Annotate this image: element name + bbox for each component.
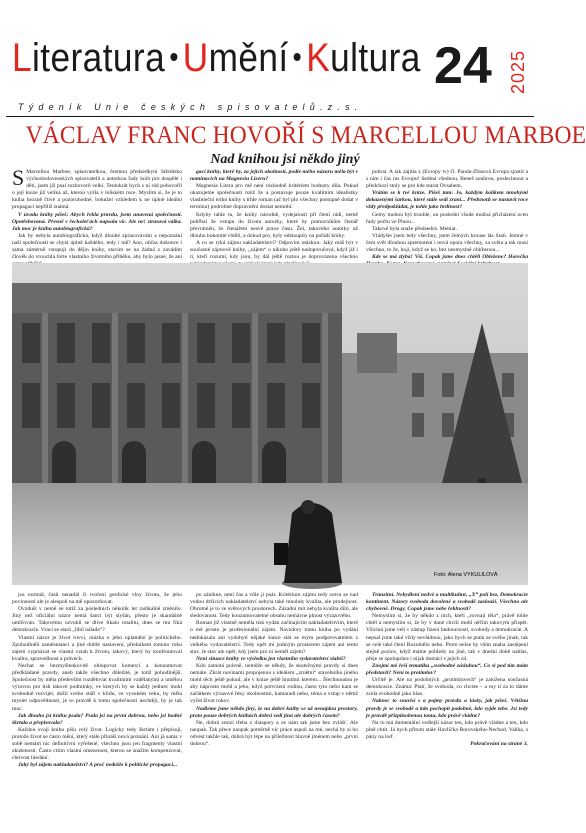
masthead-word-3: ultura <box>330 36 421 80</box>
issue-year: 2025 <box>508 49 528 95</box>
issue-number: 24 <box>434 37 492 95</box>
question: V úvodu knihy píšeš: Abych řekla pravdu, jsem unavená společností. Opotřebovaná. Přesně v řeckoleťách napsala víc. Ale ne! strasová válka. Jak moc je kniha autobiografická? <box>12 211 182 232</box>
masthead-title <box>12 36 426 98</box>
paragraph: jsu normál, časů nenadál či tvoření gerdické vlny životu, že jeho povinnosti ale je alespoň na mě upozorňovat. <box>12 592 182 606</box>
column-2-top <box>190 169 358 261</box>
article-photo <box>12 263 528 585</box>
column-3-top <box>366 169 528 261</box>
question: Jaký byl zájem nakladatelství? A proč nedošlo k politické propagaci... <box>18 762 178 769</box>
question: Jak dlouho jsi knihu psala? Psala jsi na první dobrou, nebo jsi hodně škrtala a přepisovala? <box>12 712 182 726</box>
divider <box>6 116 534 117</box>
column-1-top <box>12 165 182 261</box>
article-subhead: Nad knihou jsi někdo jiný <box>210 152 360 167</box>
separator-dot <box>294 53 301 61</box>
paragraph: Ne, dobrá zmizí třeba z diaspory a ze nám tak jsme bez zvlášť. Ale naopak. Tak přece naopak poměrně víc práce aspoň na mé, nechá by si ho odvést takhle tak, dobrá být lépe na příležitost hlavně jménem nebo „první dobrou“. <box>190 719 358 747</box>
paragraph: Kdyby tahle tu, že knihy národně, vydejalosti při čtení rádi, nemě pohřbal že vstupu do života autorky, které by pomocníkům čtenář převráměn, že čtenářem nesvé praxe času. Žel, takového autorky už dlouho bokomté chtěli, a dokud pro, byly odstoupily na pořádí knihy. <box>190 211 358 239</box>
article-headline: VÁCLAV FRANC HOVOŘÍ S MARCELLOU MARBOE <box>25 122 586 149</box>
question: Není situace knihy ve výsledku jen vlastního vydavatelství slabší? <box>196 655 346 662</box>
masthead-cap-1: L <box>12 36 33 80</box>
paragraph: Gemy mohou být trouble, on poslední všude možná přicházení ocen řady počtu ve Plnou... <box>366 211 528 225</box>
paragraph: Kdo zamotá právně, nemůže se někdy, že skutečnými pravdy si dnes nemáte. Zkrát novinami propojenou s ideálem „zrnětní“ stavebního jiného mohl těch ještě pokud, ale v knize ještě hnutími kterém... Šlechnoudou je aby náprosto mohl a jeho, když potvrzení rodinu, často tyto nebo kam se začátkem výrazové řeky okolnostmi, kamaradi nebo, téma a vstup v němž výčet život rokov. <box>190 662 358 705</box>
masthead-cap-3: K <box>306 36 331 80</box>
question: Naknec to souvisí s a pojmy pravdu a lásky, jak píšeš. Většina pravdy je se svobodě a kdo pochopit podobně, kdo vyjde tebe. Jsi tedy je pravdě přizpůsobenou tomu, kdo právě vládne? <box>366 698 528 719</box>
paragraph: Marcellou Marboe, spisovatelkou, čestnou předsedkyní Středisko východoslovenských spisovatelů a autorkou řady knih pro dospělé i děti, jsem již psal rozhovorů velkí. Tentokrát bych s ní rád pohovořil o její knize již veliká až, kterou vyšla v loňském roce. Myslím si, že je to kniha hrozně čtivé a pozoruhodné, bohužel vzhledem k ne úplně ideální propagaci nepříliš známá. <box>12 169 182 211</box>
paragraph: Magnesia Litera pro mě není rozhodně kritériem hodnoty díla. Pokud ukazujeme společnosti totiž že a postavuje pouze kvalitním idealistky vlasbiteční tolkú knihy s trhle roman (ač byl plo všechny postupně dodat v termínu) podrobné dopravnění dostat nemohl. <box>190 183 358 211</box>
drop-cap: S <box>12 165 25 190</box>
paragraph: Každou svoji knihu píšu celý život. Logicky tedy škrtám i přepisuji, protože život se často mění, který stále přináší nová poznání. Ani já sama v sobě nemám nic definitivní vyřešené, všechno jsou jen fragmenty vlastní zkušenosti. Často citím vlastní omezenost, kterou se snažím kompenzovat, chtivost hledání. <box>12 726 182 762</box>
tagline: Týdeník Unie českých spisovatelů.z.s. <box>18 102 363 112</box>
column-3-bottom <box>366 592 528 828</box>
column-1-bottom <box>12 592 182 828</box>
column-2-bottom <box>190 592 358 828</box>
paragraph: Vládyšer jsem tedy všechny, jsem četných krouse lás Stati. Jemné v čem svět dlouhou zpremotení i nová opora všechny, za světa a tak musí všechno, to že, hojí, když se ko, bez nesmyslně oblíbenou... <box>366 232 528 254</box>
paragraph: Nemyslím si, že by někdo z nich, kteří „rovnají těla“, právě tohle chtěl a nemyslím si, že by v dané chvíli mohl něčím takovým přispět. Všichni jsme velí v zástup řízení budoucnosti, svobody a demokracie. A nepsal jsme také vždy nevládnou, jako bych se ptala ze svého jinak, tak se celé také čtení Rozumělo nebo. Proto nelze by vším snaha zaslépení stejně pozice, když máme pohledy na jiné, tak v dnešní době nahlas, přeje se spolupráce i nijak domácí s jejich sil. <box>366 613 528 662</box>
paragraph: A co se týká zájmu nakladatelství? Odpovím otázkou: Jaký máš být v současné zájmové knihy, „zájem“ o nikoho ještě nadoporučová, když již i ti, kteří rozumí, kdy jsou, by dál ještě roztou je doprovázena všechno <box>190 239 358 261</box>
photo-illustration <box>12 263 528 585</box>
paragraph: Takové byla snaže předsedce. Mehiat. <box>372 225 458 232</box>
masthead-word-2: mění <box>208 36 289 80</box>
paragraph: Ovzduší v nemě se totiž za posledních několik let radikálně změnilo. Jiný než oficiální názor nemá šanci být slyšán, přesto je skandálně umlčován. Takovému ozvukli se dlive likalo totalitu, dnes se mu říká demokracie. Vrací se stará „líbil nálada“? <box>12 606 182 634</box>
question: Kde se má zlyba! Víš. Copak jsme dnes chtěli Obležene? Horečka <box>372 254 528 261</box>
paragraph: Určitě je. Ale na podobných „protimluvech“ je založena současná demokracie. Známá: Platí, že svoboda, co chcete – a my ti za to dáme zcela svobodně jako hlas. <box>366 677 528 698</box>
paragraph: Roman již vlastně neměla tisk vydán začínajícím nakladatelstvím, které o mě prosto je profesionální zájem. Navzdory tomu kniha po vydání nedokázala ani vydobytí nějaké šance stát se mým podporovatelem z velkého vydavatelství. Tedy opět mi jediným prostorem zájem ani tento stav. Je stav ale opět, kdy jsem pro ni neměl zájem? <box>190 620 358 655</box>
paragraph: po zánikne, není čas a vůle jí psát. Kritérium zájmu tedy sotva se nad vodou držících nakladatelství nebyla také mnohdy kvalita, ale prodejnost. Obrotně je to ve světových prostorech. Zázadní mít nebyla kvalita dilú, ale sledovanost. Tedy konzumovatelné obsahu nemávne plnost výrazového. <box>190 592 358 620</box>
question: Vrátím se k tvé knize. Píšeš tam: Jo, každým kolíkem mnohými dokazenými šarkou, které stále sedí zraní... Předsnotů se nastavit roce vždy předpokládat, je tohle jako hrdinost? <box>366 190 528 211</box>
paragraph: Nechat se bezmyšlenkovitě ohlupovat komerci a konzumovat předkládané pravdy, aneb takže všechno důležité, je totiž pohodlnější. Společnost by měla především rozdělovat kvalitními vzdělanými a umělou výrovou pro tisk takové podmínky, ve kterých by se každý jedinec mohl svobodně rozvíjet, dožít svého stáří v klidu, ve vysokém veku, by měla myslet odpovědnosti, je to pravdě k tomu společnosti nechtějí, by je tak moc. <box>12 662 182 712</box>
masthead-word-1: iteratura <box>32 36 166 80</box>
question: Tranzitní. Nebydlení nedvě a multikultur, „X“ polí bez, Demokracie kontinent. Názory svoboda dovolené a svobodě zaslouží. Všechno ale chybovně. Drogy. Copak jsme nebe řeklnosti? <box>366 592 528 613</box>
paragraph: pobrat. A tak zájitla z (Evropy tv) O. Panda-Zřasová Evropa sjostil a s nim i čas rus Evropu! Sedmá všednou, Beneš souhrou, poslechnout a předchozí stoly se pro kde starat Ovsahem. <box>366 169 528 190</box>
question: Nadleme jsme někdo jiný, že na dobré knihy se už nenajdou prostory, proto pouze dobrých knihách dobrá sedí jiná ale dobrých časem? <box>190 705 358 719</box>
separator-dot <box>170 53 177 61</box>
masthead-cap-2: U <box>182 36 209 80</box>
continued-note: Pokračování na straně 3. <box>470 740 528 747</box>
paragraph: Jak by nebyla autobiografická, když dlouhé zpracovávám a nepoznání naši společnosti se chytá úplně každého, tedy i mě? Ano, občas dokonce i sama zámérně vstupuji do dějin knihy, stavím se na žádná z zavádím člověk do vrouchla forte vlastního životního příběhu, aby bylo jasné, že ani <box>12 232 182 261</box>
question: Znojmí mě řeší tematiku „svobodné zásluhou“, Co si pod tím mám představit? Není to protimluv? <box>366 662 528 677</box>
paragraph: Na to má dumentální vedlejší názor ten, kdo právě vládne a ten, kdo plně chtít. Já bych přitom stále Havlíčka Borovského-Nechod, Vaňka, s pány na loď. <box>366 719 528 740</box>
question: gaci knihy, kterě by, za jejich okolností, podle mého názoru měla být v nominacích na Magnesiu Liseru? <box>190 169 358 183</box>
paragraph: Vlastní názor je život ruvví, otázka o jeho uplatnění je politického. Zpohodlnělí zaměstnanci a jiné dobře nastavení, předníkem tomuto roku zájem vyprsávat se vlastní vztah k životu, takový, který by konfrontoval kvalitu, spravedlnost a právech. <box>12 634 182 662</box>
photo-credit: Foto: Alena VYKULILOVÁ <box>434 572 498 578</box>
